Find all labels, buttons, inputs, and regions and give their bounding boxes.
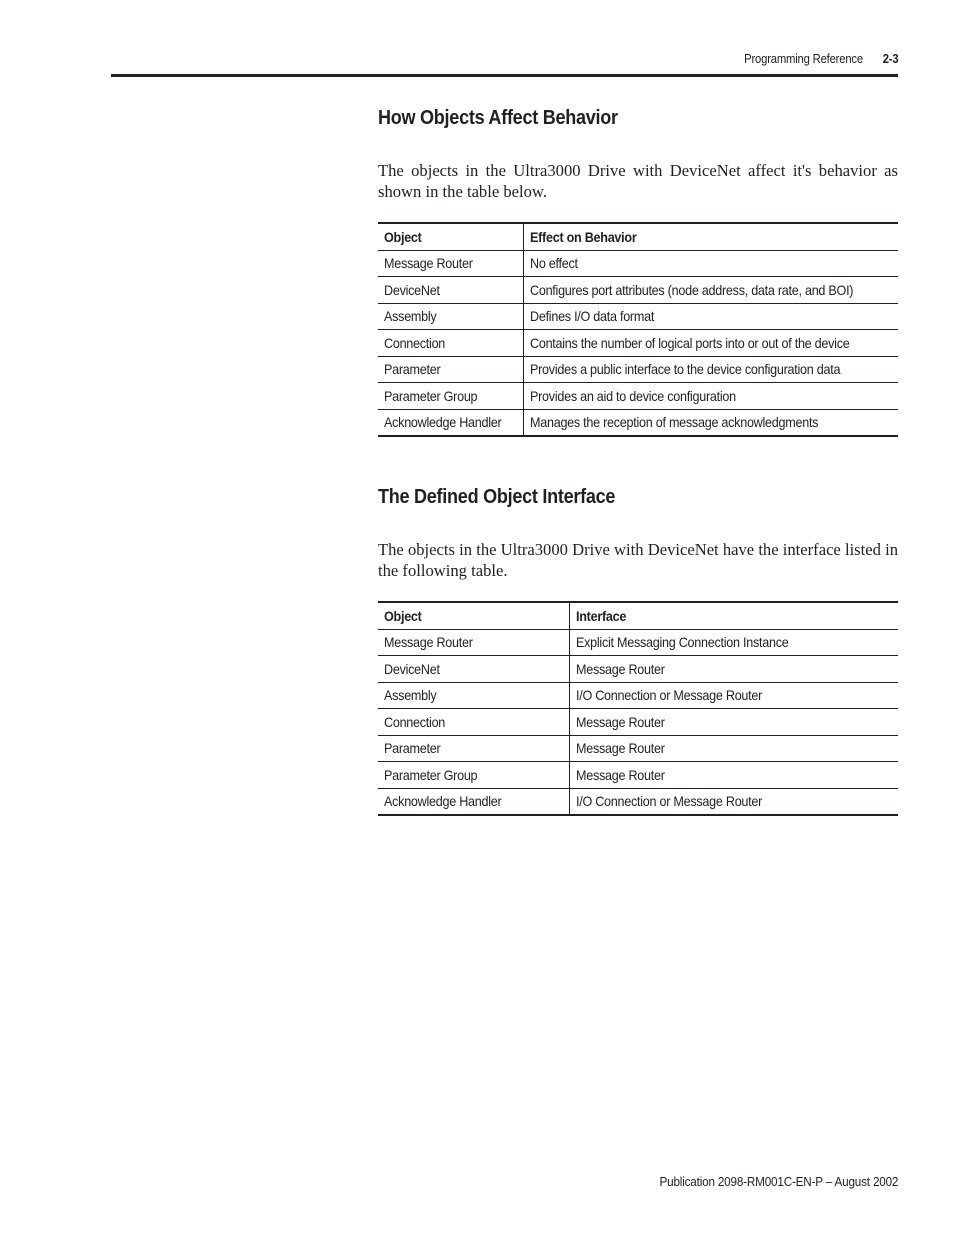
object-cell: Acknowledge Handler: [378, 409, 523, 436]
object-cell: DeviceNet: [378, 277, 523, 304]
object-cell: Parameter Group: [378, 762, 569, 789]
table-header-row: [378, 223, 898, 250]
header-rule: [111, 74, 898, 77]
table-row: [378, 250, 898, 277]
table-row: [378, 709, 898, 736]
section1-intro: The objects in the Ultra3000 Drive with DeviceNet affect it's behavior as shown in the table below.: [378, 161, 898, 201]
object-cell: Parameter Group: [378, 383, 523, 410]
object-cell: Parameter: [378, 735, 569, 762]
interface-cell: I/O Connection or Message Router: [569, 682, 898, 709]
column-header: Interface: [569, 602, 898, 629]
table-row: [378, 383, 898, 410]
object-cell: Parameter: [378, 356, 523, 383]
object-cell: DeviceNet: [378, 656, 569, 683]
column-header: Object: [378, 602, 569, 629]
table-row: [378, 762, 898, 789]
object-cell: Connection: [378, 709, 569, 736]
table-row: [378, 409, 898, 436]
effect-cell: Defines I/O data format: [523, 303, 898, 330]
table-row: [378, 629, 898, 656]
effect-cell: Contains the number of logical ports into or out of the device: [523, 330, 898, 357]
effect-cell: Manages the reception of message acknowledgments: [523, 409, 898, 436]
section2-intro: The objects in the Ultra3000 Drive with DeviceNet have the interface listed in the following table.: [378, 540, 898, 580]
section2-heading: The Defined Object Interface: [378, 485, 616, 508]
table-row: [378, 682, 898, 709]
table-header-row: [378, 602, 898, 629]
running-header: [744, 52, 898, 66]
interface-cell: Message Router: [569, 762, 898, 789]
interface-table: [378, 601, 898, 816]
effect-cell: Configures port attributes (node address, data rate, and BOI): [523, 277, 898, 304]
table-row: [378, 356, 898, 383]
section1-heading-block: [378, 106, 898, 130]
section2-intro-block: [378, 539, 898, 581]
section1-intro-block: [378, 160, 898, 202]
object-cell: Connection: [378, 330, 523, 357]
behavior-table: [378, 222, 898, 437]
interface-cell: Explicit Messaging Connection Instance: [569, 629, 898, 656]
page-number: 2-3: [882, 52, 898, 66]
publication-footer: Publication 2098-RM001C-EN-P – August 2002: [659, 1174, 898, 1189]
interface-cell: I/O Connection or Message Router: [569, 788, 898, 815]
header-section-title: Programming Reference: [743, 52, 863, 66]
section2-heading-block: [378, 485, 898, 509]
table-row: [378, 330, 898, 357]
section1-heading: How Objects Affect Behavior: [378, 106, 618, 129]
column-header: Object: [378, 223, 523, 250]
effect-cell: No effect: [523, 250, 898, 277]
object-cell: Acknowledge Handler: [378, 788, 569, 815]
object-cell: Assembly: [378, 682, 569, 709]
table-row: [378, 277, 898, 304]
table-row: [378, 303, 898, 330]
column-header: Effect on Behavior: [523, 223, 898, 250]
effect-cell: Provides a public interface to the device configuration data: [523, 356, 898, 383]
object-cell: Message Router: [378, 629, 569, 656]
interface-cell: Message Router: [569, 735, 898, 762]
table-row: [378, 788, 898, 815]
effect-cell: Provides an aid to device configuration: [523, 383, 898, 410]
interface-cell: Message Router: [569, 709, 898, 736]
object-cell: Message Router: [378, 250, 523, 277]
object-cell: Assembly: [378, 303, 523, 330]
interface-cell: Message Router: [569, 656, 898, 683]
table-row: [378, 735, 898, 762]
table-row: [378, 656, 898, 683]
